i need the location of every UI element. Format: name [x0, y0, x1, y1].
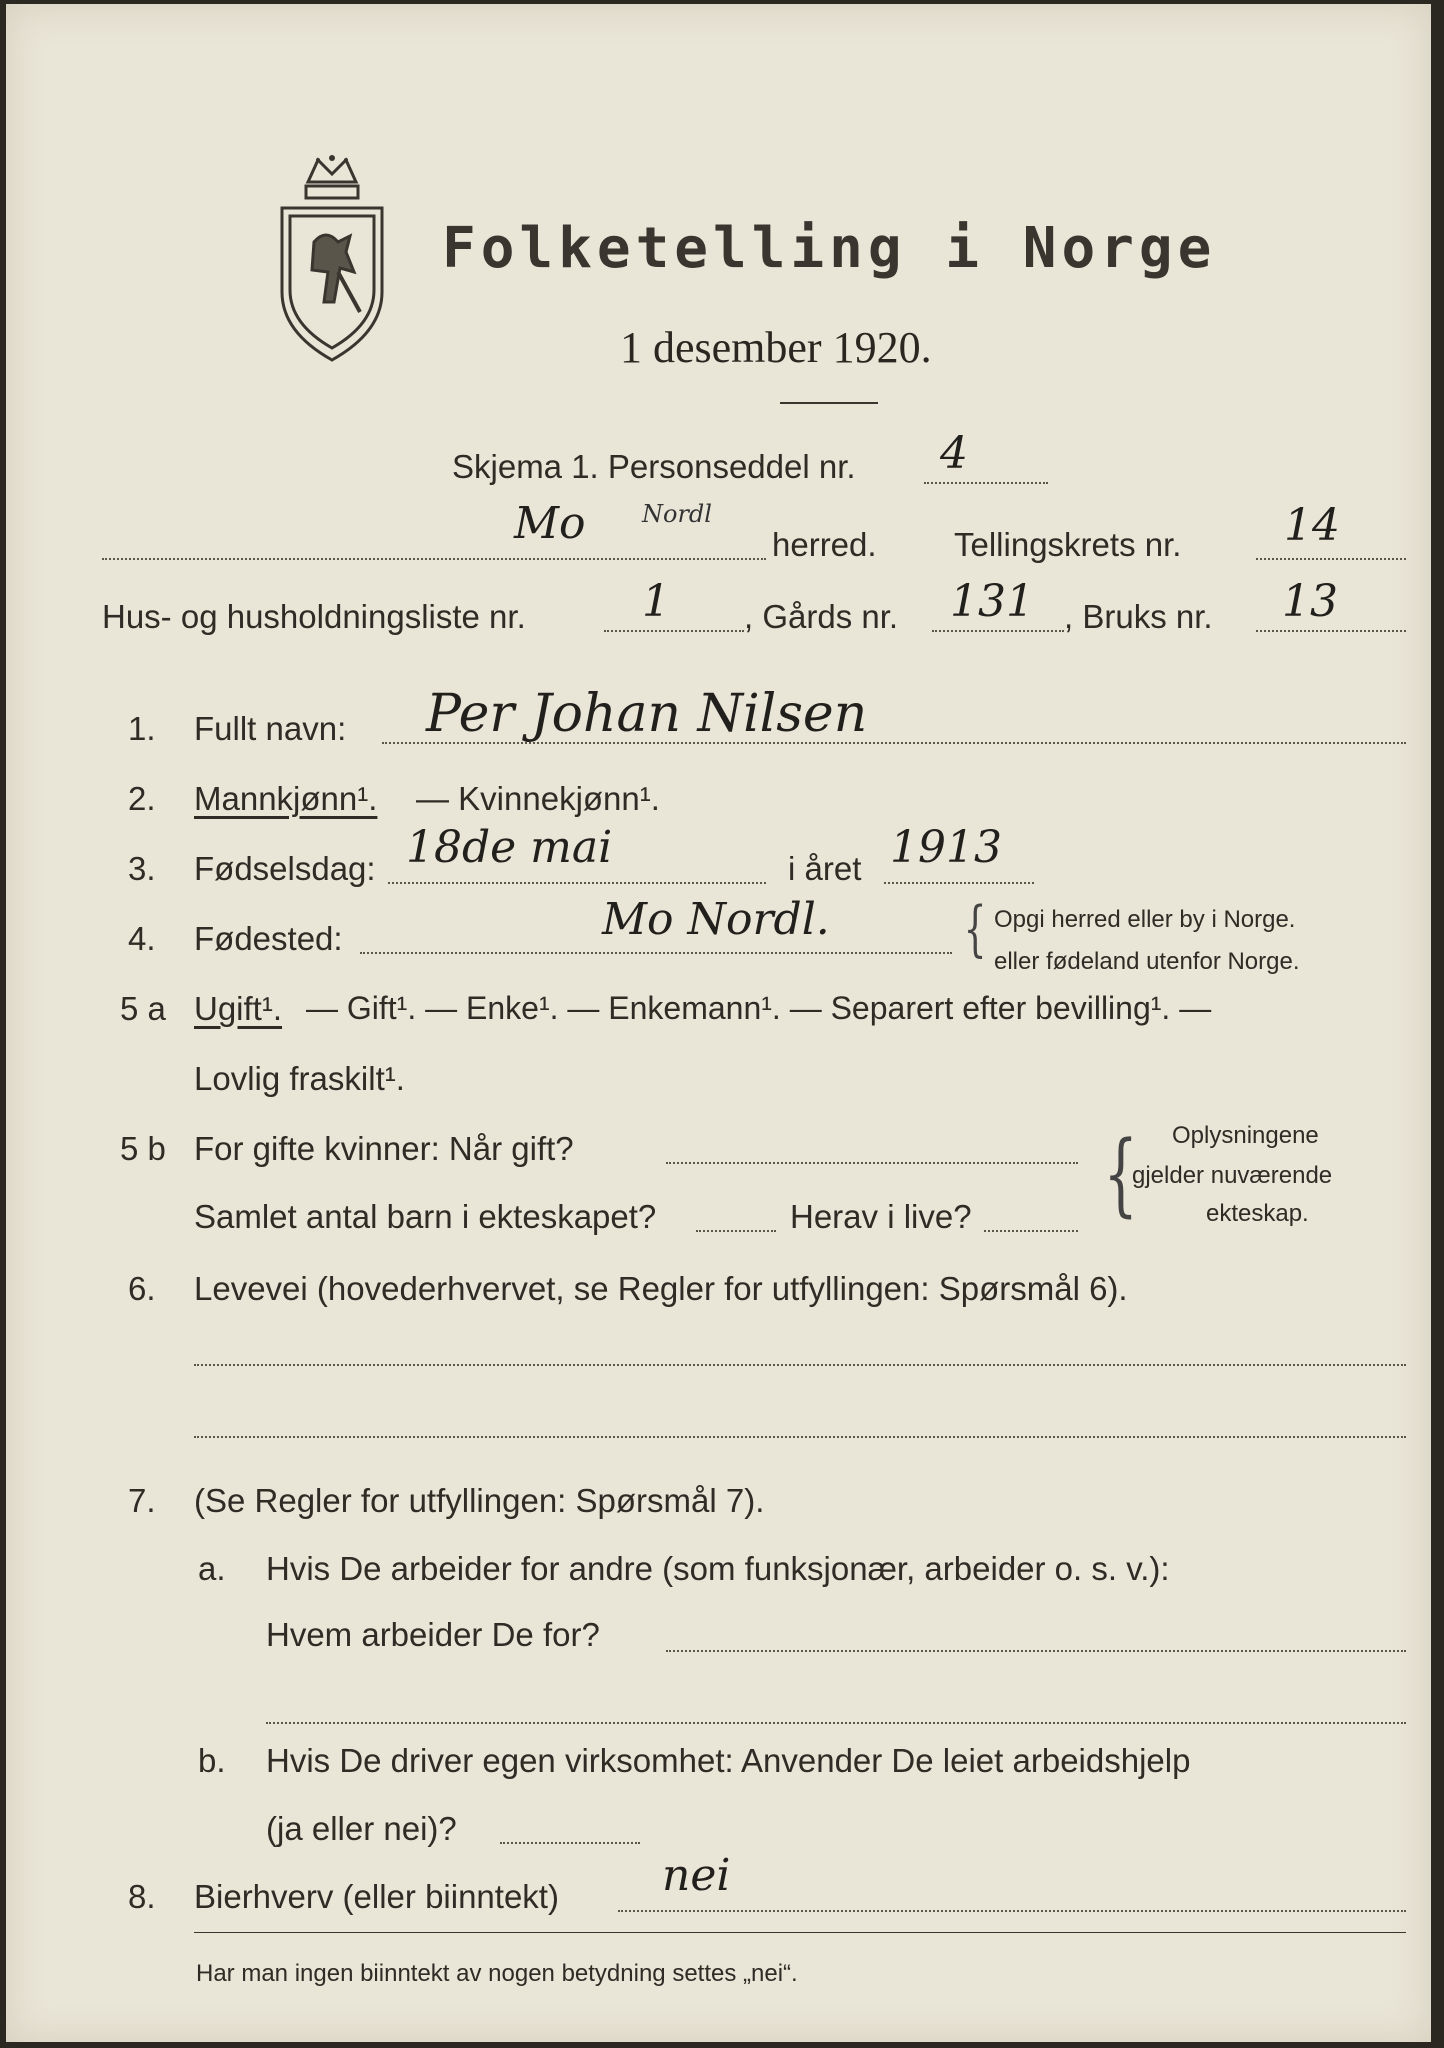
husliste-line: [604, 630, 744, 632]
full-name-value[interactable]: Per Johan Nilsen: [426, 684, 868, 744]
side-income-value[interactable]: nei: [662, 1850, 731, 1901]
gender-male-option[interactable]: Mannkjønn¹.: [194, 780, 378, 817]
birth-year-value[interactable]: 1913: [890, 822, 1002, 873]
q7a-employer-line-2[interactable]: [266, 1722, 1406, 1724]
q5b-alive-label: Herav i live?: [790, 1198, 972, 1235]
q7-label: (Se Regler for utfyllingen: Spørsmål 7).: [194, 1482, 765, 1519]
q4-note-2: eller fødeland utenfor Norge.: [994, 948, 1300, 975]
civil-status-ugift-option[interactable]: Ugift¹.: [194, 990, 283, 1027]
q8-line: [618, 1910, 1406, 1912]
q7a-label-2: Hvem arbeider De for?: [266, 1616, 600, 1653]
q5b-children-line[interactable]: [696, 1230, 776, 1232]
q7b-label-2: (ja eller nei)?: [266, 1810, 457, 1847]
gender-female-option[interactable]: — Kvinnekjønn¹.: [416, 780, 660, 817]
bruks-nr[interactable]: 13: [1282, 576, 1338, 627]
q4-number: 4.: [128, 920, 156, 957]
q5b-note-1: Oplysningene: [1172, 1122, 1319, 1149]
census-form-page: [6, 4, 1431, 2042]
q1-number: 1.: [128, 710, 156, 747]
q4-line: [360, 952, 952, 954]
title-divider: [780, 402, 878, 404]
q7b-answer-line[interactable]: [500, 1842, 640, 1844]
personseddel-line: [924, 482, 1048, 484]
q7a-label: Hvis De arbeider for andre (som funksjonær, arbeider o. s. v.):: [266, 1550, 1170, 1587]
q5b-brace: {: [1103, 1122, 1138, 1227]
husliste-nr[interactable]: 1: [642, 576, 670, 627]
q4-label: Fødested:: [194, 920, 343, 957]
herred-value[interactable]: Mo: [514, 498, 586, 549]
herred-line: [102, 558, 766, 560]
q5b-married-line[interactable]: [666, 1162, 1078, 1164]
q7b-label: Hvis De driver egen virksomhet: Anvender De leiet arbeidshjelp: [266, 1742, 1191, 1779]
q3-number: 3.: [128, 850, 156, 887]
q7a-employer-line[interactable]: [666, 1650, 1406, 1652]
gards-label: , Gårds nr.: [744, 598, 899, 635]
q2-number: 2.: [128, 780, 156, 817]
herred-value-extra: Nordl: [642, 500, 712, 528]
bruks-label: , Bruks nr.: [1064, 598, 1213, 635]
q5b-note-3: ekteskap.: [1206, 1200, 1309, 1227]
form-title: Folketelling i Norge: [442, 216, 1217, 281]
q5b-children-label: Samlet antal barn i ekteskapet?: [194, 1198, 657, 1235]
q3-year-label: i året: [788, 850, 862, 887]
q5b-label: For gifte kvinner: Når gift?: [194, 1130, 574, 1167]
q1-label: Fullt navn:: [194, 710, 347, 747]
footer-note: Har man ingen biinntekt av nogen betydning settes „nei“.: [196, 1960, 798, 1987]
skjema-label: Skjema 1. Personseddel nr.: [452, 448, 856, 485]
q7a-letter: a.: [198, 1550, 226, 1587]
q6-line-1[interactable]: [194, 1364, 1406, 1366]
tellingskrets-label: Tellingskrets nr.: [954, 526, 1182, 563]
q8-label: Bierhverv (eller biinntekt): [194, 1878, 559, 1915]
q5b-number: 5 b: [120, 1130, 166, 1167]
q6-line-2[interactable]: [194, 1436, 1406, 1438]
q5a-number: 5 a: [120, 990, 166, 1027]
civil-status-fraskilt-option[interactable]: Lovlig fraskilt¹.: [194, 1060, 405, 1097]
q5b-alive-line[interactable]: [984, 1230, 1078, 1232]
q7-number: 7.: [128, 1482, 156, 1519]
q5b-note-2: gjelder nuværende: [1132, 1162, 1333, 1189]
tellingskrets-nr[interactable]: 14: [1284, 500, 1340, 551]
q3-year-line: [884, 882, 1034, 884]
q3-label: Fødselsdag:: [194, 850, 376, 887]
personseddel-nr[interactable]: 4: [940, 428, 968, 479]
birthday-value[interactable]: 18de mai: [406, 822, 613, 873]
norwegian-coat-of-arms-icon: [268, 152, 396, 368]
census-date: 1 desember 1920.: [620, 323, 932, 372]
q6-number: 6.: [128, 1270, 156, 1307]
q6-label: Levevei (hovederhvervet, se Regler for utfyllingen: Spørsmål 6).: [194, 1270, 1128, 1307]
gards-nr[interactable]: 131: [950, 576, 1034, 627]
q7b-letter: b.: [198, 1742, 226, 1779]
civil-status-other-options[interactable]: — Gift¹. — Enke¹. — Enkemann¹. — Separert efter bevilling¹. —: [306, 990, 1212, 1026]
bruks-line: [1256, 630, 1406, 632]
q3-line: [388, 882, 766, 884]
gards-line: [932, 630, 1064, 632]
tellingskrets-line: [1256, 558, 1406, 560]
birthplace-value[interactable]: Mo Nordl.: [602, 894, 830, 945]
q4-note-1: Opgi herred eller by i Norge.: [994, 906, 1296, 933]
q4-brace: {: [963, 894, 987, 964]
q8-number: 8.: [128, 1878, 156, 1915]
footer-rule: [194, 1932, 1406, 1933]
husliste-label: Hus- og husholdningsliste nr.: [102, 598, 526, 635]
herred-label: herred.: [772, 526, 877, 563]
